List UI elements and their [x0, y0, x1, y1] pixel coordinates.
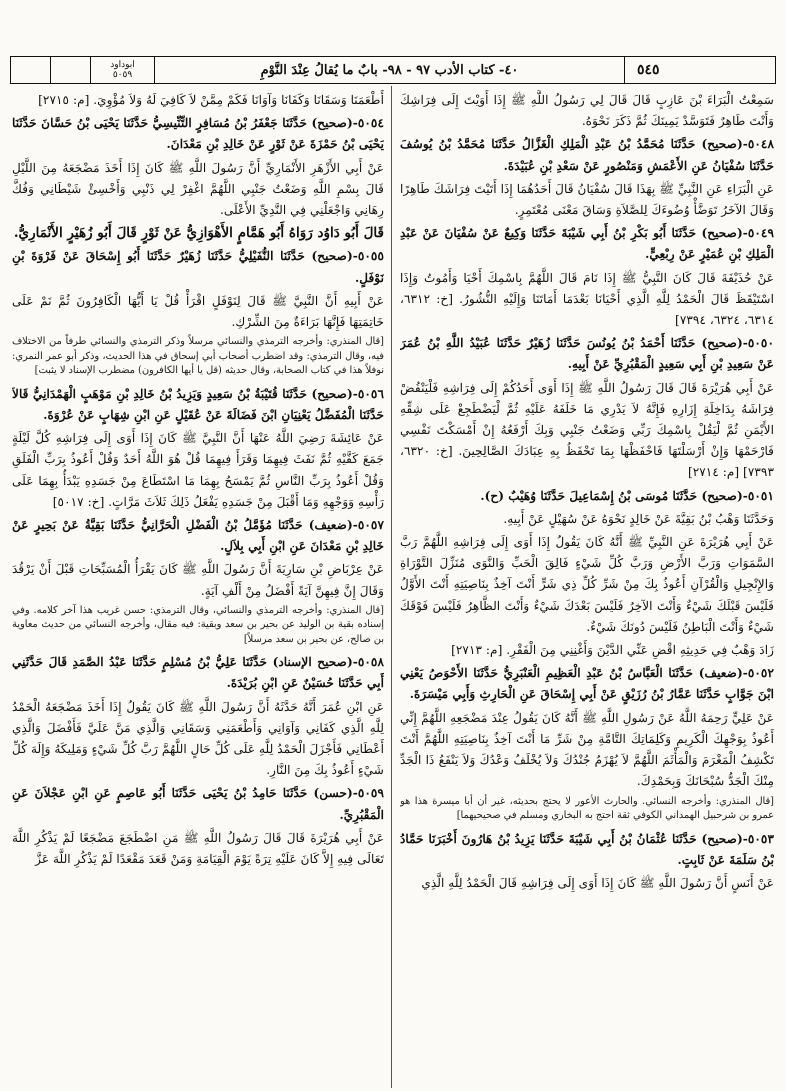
paragraph: عَنْ أَبِي هُرَيْرَةَ قَالَ قَالَ رَسُولُ اللَّهِ ﷺ مَنِ اضْطَجَعَ مَضْجَعًا لَمْ يَذْكُرِ اللَّهَ تَعَالَى فِيهِ إِلاَّ كَانَ عَلَيْهِ تِرَةً يَوْمَ الْقِيَامَةِ وَمَنْ قَعَدَ مَقْعَدًا لَمْ يَذْكُرِ اللَّهَ عَزَّ — [12, 830, 384, 867]
header-blank-cell — [51, 57, 91, 83]
paragraph: عَنْ أَبِي هُرَيْرَةَ عَنِ النَّبِيِّ ﷺ أَنَّهُ كَانَ يَقُولُ إِذَا أَوَى إِلَى فِرَاشِهِ اللَّهُمَّ رَبَّ السَّمَوَاتِ وَرَبَّ الأَرْضِ وَرَبَّ كُلِّ شَيْءٍ فَالِقَ الْحَبِّ وَالنَّوَى مُنَزِّلَ التَّوْرَاةِ وَالإِنْجِيلِ وَالْقُرْآنِ أَعُوذُ بِكَ مِنْ شَرِّ كُلِّ ذِي شَرٍّ أَنْتَ آخِذٌ بِنَاصِيَتِهِ أَنْتَ الأَوَّلُ فَلَيْسَ قَبْلَكَ شَيْءٌ وَأَنْتَ الآخِرُ فَلَيْسَ بَعْدَكَ شَيْءٌ وَأَنْتَ الظَّاهِرُ فَلَيْسَ فَوْقَكَ شَيْءٌ وَأَنْتَ الْبَاطِنُ فَلَيْسَ دُونَكَ شَيْءٌ. — [400, 535, 774, 634]
paragraph: وَحَدَّثَنَا وَهْبُ بْنُ بَقِيَّةَ عَنْ خَالِدٍ نَحْوَهُ عَنْ سُهَيْلٍ عَنْ أَبِيهِ. — [503, 511, 774, 526]
paragraph: سَمِعْتُ الْبَرَاءَ بْنَ عَازِبٍ قَالَ قَالَ لِي رَسُولُ اللَّهِ ﷺ إِذَا أَوَيْتَ إِلَى فِرَاشِكَ وَأَنْتَ طَاهِرٌ فَتَوَسَّدْ يَمِينَكَ ثُمَّ ذَكَرَ نَحْوَهُ. — [400, 93, 774, 129]
footnote: [قال المنذري: وأخرجه النسائي. والحارث الأعور لا يحتج بحديثه، غير أن أبا ميسرة هذا هو عمرو بن شرحبيل الهمداني الكوفي ثقة احتج به البخاري ومسلم في صحيحيهما] — [400, 795, 774, 821]
hadith-heading: ٥٠٥٥-(صحيح) حَدَّثَنَا النُّفَيْلِيُّ حَدَّثَنَا زُهَيْرٌ حَدَّثَنَا أَبُو إِسْحَاقَ عَنْ فَرْوَةَ بْنِ نَوْفَلٍ. — [12, 249, 384, 285]
paragraph: عَنْ عَائِشَةَ رَضِيَ اللَّهُ عَنْهَا أَنَّ النَّبِيَّ ﷺ كَانَ إِذَا أَوَى إِلَى فِرَاشِهِ كُلَّ لَيْلَةٍ جَمَعَ كَفَّيْهِ ثُمَّ نَفَثَ فِيهِمَا وَقَرَأَ فِيهِمَا قُلْ هُوَ اللَّهُ أَحَدٌ وَقُلْ أَعُوذُ بِرَبِّ الْفَلَقِ وَقُلْ أَعُوذُ بِرَبِّ النَّاسِ ثُمَّ يَمْسَحُ بِهِمَا مَا اسْتَطَاعَ مِنْ جَسَدِهِ يَبْدَأُ بِهِمَا عَلَى رَأْسِهِ وَوَجْهِهِ وَمَا أَقْبَلَ مِنْ جَسَدِهِ يَفْعَلُ ذَلِكَ ثَلاَثَ مَرَّاتٍ. [خ: ٥٠١٧] — [12, 431, 384, 509]
column-divider — [391, 86, 392, 1088]
paragraph: عَنْ أَبِي الأَزْهَرِ الأَنْمَارِيِّ أَنَّ رَسُولَ اللَّهِ ﷺ كَانَ إِذَا أَخَذَ مَضْجَعَهُ مِنَ اللَّيْلِ قَالَ بِسْمِ اللَّهِ وَضَعْتُ جَنْبِي اللَّهُمَّ اغْفِرْ لِي ذَنْبِي وَأَخْسِئْ شَيْطَانِي وَفُكَّ رِهَانِي وَاجْعَلْنِي فِي النَّدِيِّ الأَعْلَى. — [12, 160, 384, 218]
paragraph: عَنْ عِرْبَاضِ بْنِ سَارِيَةَ أَنَّ رَسُولَ اللَّهِ ﷺ كَانَ يَقْرَأُ الْمُسَبِّحَاتِ قَبْلَ أَنْ يَرْقُدَ وَقَالَ إِنَّ فِيهِنَّ آيَةً أَفْضَلُ مِنْ أَلْفِ آيَةٍ. — [12, 562, 384, 598]
header-page-number: ٥٤٥ — [637, 62, 660, 78]
header-hadith-ref — [91, 57, 155, 83]
header-chapter-title: ٤٠- كتاب الأدب ٩٧ - ٩٨- بابٌ ما يُقالُ عِنْدَ النَّوْمِ — [155, 57, 625, 83]
hadith-heading: ٥٠٥٠-(صحيح) حَدَّثَنَا أَحْمَدُ بْنُ يُونُسَ حَدَّثَنَا زُهَيْرٌ حَدَّثَنَا عُبَيْدُ اللَّهِ بْنُ عُمَرَ عَنْ سَعِيدِ بْنِ أَبِي سَعِيدٍ الْمَقْبُرِيِّ عَنْ أَبِيهِ. — [400, 336, 774, 372]
header-ref-label: ابوداود — [110, 60, 135, 70]
paragraph: عَنِ ابْنِ عُمَرَ أَنَّهُ حَدَّثَهُ أَنَّ رَسُولَ اللَّهِ ﷺ كَانَ يَقُولُ إِذَا أَخَذَ مَضْجَعَهُ الْحَمْدُ لِلَّهِ الَّذِي كَفَانِي وَآوَانِي وَأَطْعَمَنِي وَسَقَانِي وَالَّذِي مَنَّ عَلَيَّ فَأَفْضَلَ وَالَّذِي أَعْطَانِي فَأَجْزَلَ الْحَمْدُ لِلَّهِ عَلَى كُلِّ حَالٍ اللَّهُمَّ رَبَّ كُلِّ شَيْءٍ وَمَلِيكَهُ وَإِلَهَ كُلِّ شَيْءٍ أَعُوذُ بِكَ مِنَ النَّارِ. — [12, 699, 384, 778]
paragraph: عَنْ أَبِي هُرَيْرَةَ قَالَ قَالَ رَسُولُ اللَّهِ ﷺ إِذَا أَوَى أَحَدُكُمْ إِلَى فِرَاشِهِ فَلْيَنْفُضْ فِرَاشَهُ بِدَاخِلَةِ إِزَارِهِ فَإِنَّهُ لاَ يَدْرِي مَا خَلَفَهُ عَلَيْهِ ثُمَّ لْيَضْطَجِعْ عَلَى شِقِّهِ الأَيْمَنِ ثُمَّ لْيَقُلْ بِاسْمِكَ رَبِّي وَضَعْتُ جَنْبِي وَبِكَ أَرْفَعُهُ إِنْ أَمْسَكْتَ نَفْسِي فَارْحَمْهَا وَإِنْ أَرْسَلْتَهَا فَاحْفَظْهَا بِمَا تَحْفَظُ بِهِ عِبَادَكَ الصَّالِحِينَ. [خ: ٦٣٢٠، ٧٣٩٣] [م: ٢٧١٤] — [400, 380, 774, 480]
hadith-heading: ٥٠٤٩-(صحيح) حَدَّثَنَا أَبُو بَكْرِ بْنُ أَبِي شَيْبَةَ حَدَّثَنَا وَكِيعٌ عَنْ سُفْيَانَ عَنْ عَبْدِ الْمَلِكِ بْنِ عُمَيْرٍ عَنْ رِبْعِيٍّ. — [400, 226, 774, 262]
hadith-heading: ٥٠٥٦-(صحيح) حَدَّثَنَا قُتَيْبَةُ بْنُ سَعِيدٍ وَيَزِيدُ بْنُ خَالِدِ بْنِ مَوْهَبٍ الْهَمْدَانِيُّ قَالاَ حَدَّثَنَا الْمُفَضَّلُ يَعْنِيَانِ ابْنَ فَضَالَةَ عَنْ عُقَيْلٍ عَنِ ابْنِ شِهَابٍ عَنْ عُرْوَةَ. — [12, 386, 384, 422]
page-header — [10, 56, 776, 84]
hadith-heading: ٥٠٥٣-(صحيح) حَدَّثَنَا عُثْمَانُ بْنُ أَبِي شَيْبَةَ حَدَّثَنَا يَزِيدُ بْنُ هَارُونَ أَخْبَرَنَا حَمَّادُ بْنُ سَلَمَةَ عَنْ ثَابِتٍ. — [400, 831, 774, 867]
hadith-heading: ٥٠٥٤-(صحيح) حَدَّثَنَا جَعْفَرُ بْنُ مُسَافِرٍ التِّنِّيسِيُّ حَدَّثَنَا يَحْيَى بْنُ حَسَّانَ حَدَّثَنَا يَحْيَى بْنُ حَمْزَةَ عَنْ ثَوْرٍ عَنْ خَالِدِ بْنِ مَعْدَانَ. — [12, 116, 384, 152]
hadith-heading: ٥٠٥١-(صحيح) حَدَّثَنَا مُوسَى بْنُ إِسْمَاعِيلَ حَدَّثَنَا وُهَيْبٌ (ح). — [480, 488, 774, 503]
hadith-heading: ٥٠٤٨-(صحيح) حَدَّثَنَا مُحَمَّدُ بْنُ عَبْدِ الْمَلِكِ الْغَزَّالُ حَدَّثَنَا مُحَمَّدُ بْنُ يُوسُفَ حَدَّثَنَا سُفْيَانُ عَنِ الأَعْمَشِ وَمَنْصُورٍ عَنْ سَعْدِ بْنِ عُبَيْدَةَ. — [400, 137, 774, 173]
paragraph: عَنْ أَنَسٍ أَنَّ رَسُولَ اللَّهِ ﷺ كَانَ إِذَا أَوَى إِلَى فِرَاشِهِ قَالَ الْحَمْدُ لِلَّهِ الَّذِي — [421, 875, 774, 890]
footnote: [قال المنذري: وأخرجه الترمذي والنسائي مرسلاً وذكر الترمذي والنسائي طرفاً من الاختلاف فيه، وقال الترمذي: وقد اضطرب أصحاب أبي إسحاق في هذا الحديث، وذكر أبو عمر النمري: نوفلاً هذا في كتاب الصحابة، وقال حديثه (قل يا أيها الكافرون) مضطرب الإسناد لا يثبت] — [12, 336, 384, 377]
paragraph: عَنِ الْبَرَاءِ عَنِ النَّبِيِّ ﷺ بِهَذَا قَالَ سُفْيَانُ قَالَ أَحَدُهُمَا إِذَا أَتَيْتَ فِرَاشَكَ طَاهِرًا وَقَالَ الآخَرُ تَوَضَّأْ وُضُوءَكَ لِلصَّلاَةِ وَسَاقَ مَعْنَى مُعْتَمِرٍ. — [400, 181, 774, 218]
right-column — [400, 90, 774, 1090]
header-ref-number: ٥٠٥٩ — [112, 70, 133, 80]
hadith-heading: ٥٠٥٨-(صحيح الإسناد) حَدَّثَنَا عَلِيُّ بْنُ مُسْلِمٍ حَدَّثَنَا عَبْدُ الصَّمَدِ قَالَ حَدَّثَنِي أَبِي حَدَّثَنَا حُسَيْنٌ عَنِ ابْنِ بُرَيْدَةَ. — [12, 655, 384, 691]
hadith-heading: ٥٠٥٧-(ضعيف) حَدَّثَنَا مُؤَمَّلُ بْنُ الْفَضْلِ الْحَرَّانِيُّ حَدَّثَنَا بَقِيَّةُ عَنْ بَحِيرٍ عَنْ خَالِدِ بْنِ مَعْدَانَ عَنِ ابْنِ أَبِي بِلاَلٍ. — [12, 517, 384, 554]
paragraph: عَنْ أَبِيهِ أَنَّ النَّبِيَّ ﷺ قَالَ لِنَوْفَلٍ اقْرَأْ قُلْ يَا أَيُّهَا الْكَافِرُونَ ثُمَّ نَمْ عَلَى خَاتِمَتِهَا فَإِنَّهَا بَرَاءَةٌ مِنَ الشِّرْكِ. — [12, 293, 384, 330]
hadith-heading: ٥٠٥٩-(حسن) حَدَّثَنَا حَامِدُ بْنُ يَحْيَى حَدَّثَنَا أَبُو عَاصِمٍ عَنِ ابْنِ عَجْلاَنَ عَنِ الْمَقْبُرِيِّ. — [12, 786, 384, 822]
header-blank-cell — [11, 57, 51, 83]
paragraph: عَنْ عَلِيٍّ رَحِمَهُ اللَّهُ عَنْ رَسُولِ اللَّهِ ﷺ أَنَّهُ كَانَ يَقُولُ عِنْدَ مَضْجَعِهِ اللَّهُمَّ إِنِّي أَعُوذُ بِوَجْهِكَ الْكَرِيمِ وَكَلِمَاتِكَ التَّامَّةِ مِنْ شَرِّ مَا أَنْتَ آخِذٌ بِنَاصِيَتِهِ اللَّهُمَّ أَنْتَ تَكْشِفُ الْمَغْرَمَ وَالْمَأْثَمَ اللَّهُمَّ لاَ يُهْزَمُ جُنْدُكَ وَلاَ يُخْلَفُ وَعْدُكَ وَلاَ يَنْفَعُ ذَا الْجَدِّ مِنْكَ الْجَدُّ سُبْحَانَكَ وَبِحَمْدِكَ. — [400, 710, 774, 789]
paragraph: أَطْعَمَنَا وَسَقَانَا وَكَفَانَا وَآوَانَا فَكَمْ مِمَّنْ لاَ كَافِيَ لَهُ وَلاَ مُؤْوِيَ. [م: ٢٧١٥] — [38, 93, 384, 107]
left-column — [12, 90, 384, 1090]
hadith-heading: ٥٠٥٢-(ضعيف) حَدَّثَنَا الْعَبَّاسُ بْنُ عَبْدِ الْعَظِيمِ الْعَنْبَرِيُّ حَدَّثَنَا الأَحْوَصُ يَعْنِي ابْنَ جَوَّابٍ حَدَّثَنَا عَمَّارُ بْنُ رُزَيْقٍ عَنْ أَبِي إِسْحَاقَ عَنِ الْحَارِثِ وَأَبِي مَيْسَرَةَ. — [400, 666, 774, 702]
abu-dawud-comment: قَالَ أَبُو دَاوُد رَوَاهُ أَبُو هَمَّامٍ الأَهْوَازِيُّ عَنْ ثَوْرٍ قَالَ أَبُو زُهَيْرٍ الأَنْمَارِيُّ. — [13, 225, 384, 242]
paragraph: زَادَ وَهْبٌ فِي حَدِيثِهِ اقْضِ عَنِّي الدَّيْنَ وَأَغْنِنِي مِنَ الْفَقْرِ. [م: ٢٧١٣] — [451, 643, 774, 658]
footnote: [قال المنذري: وأخرجه الترمذي والنسائي، وقال الترمذي: حسن غريب هذا آخر كلامه. وفي إسناده بقية بن الوليد عن بحير بن سعد وبقية: فيه مقال، وأخرجه النسائي من حديث معاوية بن صالح، عن بحير بن سعد مرسلاً] — [12, 604, 384, 645]
paragraph: عَنْ حُذَيْفَةَ قَالَ كَانَ النَّبِيُّ ﷺ إِذَا نَامَ قَالَ اللَّهُمَّ بِاسْمِكَ أَحْيَا وَأَمُوتُ وَإِذَا اسْتَيْقَظَ قَالَ الْحَمْدُ لِلَّهِ الَّذِي أَحْيَانَا بَعْدَمَا أَمَاتَنَا وَإِلَيْهِ النُّشُورُ. [خ: ٦٣١٢، ٦٣١٤، ٦٣٢٤، ٧٣٩٤] — [400, 270, 774, 328]
